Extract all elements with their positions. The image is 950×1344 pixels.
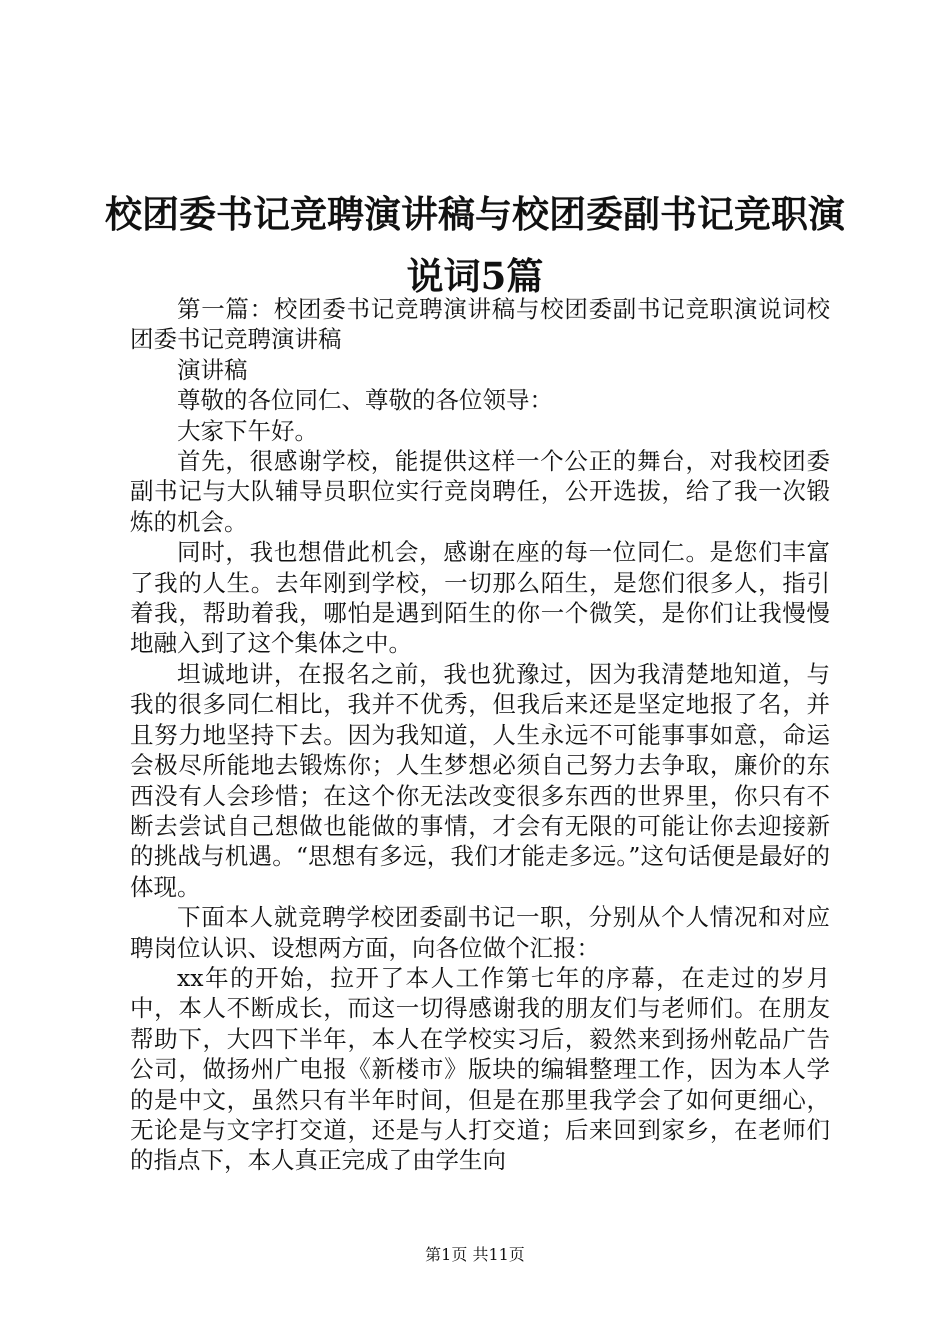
paragraph-heading: 第一篇：校团委书记竞聘演讲稿与校团委副书记竞职演说词校团委书记竞聘演讲稿: [130, 295, 830, 354]
paragraph: 同时，我也想借此机会，感谢在座的每一位同仁。是您们丰富了我的人生。去年刚到学校，一切那么陌生，是您们很多人，指引着我，帮助着我，哪怕是遇到陌生的你一个微笑，是你们让我慢慢地融入到了这个集体之中。: [130, 538, 830, 658]
paragraph-salutation: 尊敬的各位同仁、尊敬的各位领导：: [177, 386, 553, 415]
paragraph: xx年的开始，拉开了本人工作第七年的序幕，在走过的岁月中，本人不断成长，而这一切得感谢我的朋友们与老师们。在朋友帮助下，大四下半年，本人在学校实习后，毅然来到扬州乾品广告公司，做扬州广电报《新楼市》版块的编辑整理工作，因为本人学的是中文，虽然只有半年时间，但是在那里我学会了如何更细心，无论是与文字打交道，还是与人打交道；后来回到家乡，在老师们的指点下，本人真正完成了由学生向: [130, 963, 830, 1175]
paragraph: 下面本人就竞聘学校团委副书记一职，分别从个人情况和对应聘岗位认识、设想两方面，向各位做个汇报：: [130, 903, 830, 962]
paragraph: 坦诚地讲，在报名之前，我也犹豫过，因为我清楚地知道，与我的很多同仁相比，我并不优秀，但我后来还是坚定地报了名，并且努力地坚持下去。因为我知道，人生永远不可能事事如意，命运会极尽所能地去锻炼你；人生梦想必须自己努力去争取，廉价的东西没有人会珍惜；在这个你无法改变很多东西的世界里，你只有不断去尝试自己想做也能做的事情，才会有无限的可能让你去迎接新的挑战与机遇。“思想有多远，我们才能走多远。”这句话便是最好的体现。: [130, 659, 830, 901]
paragraph: 演讲稿: [177, 355, 248, 384]
paragraph-greeting: 大家下午好。: [177, 416, 318, 445]
document-title: 校团委书记竞聘演讲稿与校团委副书记竞职演说词5篇: [105, 191, 845, 298]
page-footer: 第1页 共11页: [425, 1245, 525, 1264]
document-body: [130, 294, 830, 1176]
paragraph: 首先，很感谢学校，能提供这样一个公正的舞台，对我校团委副书记与大队辅导员职位实行竞岗聘任，公开选拔，给了我一次锻炼的机会。: [130, 447, 830, 536]
